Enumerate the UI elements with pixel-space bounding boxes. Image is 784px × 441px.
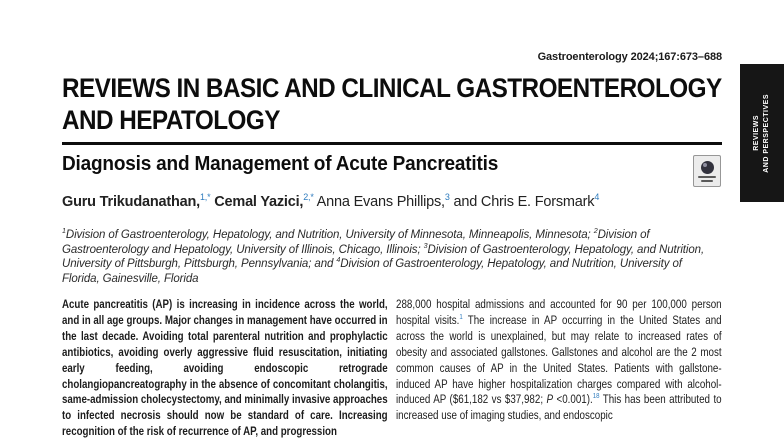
text-segment: Division of Gastroenterology, Hepatology, and Nutrition, University of Pittsburgh, Pittsburgh, Pennsylvania; and bbox=[62, 243, 705, 271]
affiliation-superscript: 2 bbox=[593, 227, 598, 236]
text-segment: The increase in AP occurring in the United States and across the world is unexplained, but may relate to increased rates of obesity and associated gallstones. Gallstones and alcohol are the 2 most common causes of AP in the United States. Patients with gallstone-induced AP have higher hospitalization charges compared with alcohol-induced AP ($61,182 vs $37,982; bbox=[396, 312, 722, 407]
heading-divider bbox=[62, 142, 722, 145]
citation-superscript[interactable]: 3 bbox=[444, 192, 450, 203]
journal-citation: Gastroenterology 2024;167:673–688 bbox=[537, 51, 722, 63]
crossmark-logo-icon bbox=[701, 161, 714, 174]
citation-superscript[interactable]: 4 bbox=[594, 192, 600, 203]
text-segment: <0.001). bbox=[553, 392, 593, 407]
text-segment: Division of Gastroenterology and Hepatology, University of Illinois, Chicago, Illinois; bbox=[62, 229, 650, 256]
text-segment: Guru Trikudanathan, bbox=[62, 194, 200, 210]
text-segment: This has been attributed to increased use of imaging studies, and endoscopic bbox=[396, 392, 722, 423]
text-segment: Cemal Yazici, bbox=[214, 194, 304, 210]
crossmark-microtext-line bbox=[701, 180, 713, 182]
section-heading-line1: REVIEWS IN BASIC AND CLINICAL GASTROENTEROLOGY bbox=[62, 73, 722, 103]
affiliation-superscript: 1 bbox=[62, 227, 66, 236]
abstract-column bbox=[62, 297, 388, 441]
tab-label-line1: REVIEWS bbox=[753, 115, 760, 151]
author-line bbox=[62, 194, 599, 210]
text-segment: Division of Gastroenterology, Hepatology, and Nutrition, University of Florida, Gainesville, Florida bbox=[62, 258, 682, 286]
article-title: Diagnosis and Management of Acute Pancreatitis bbox=[62, 153, 499, 175]
crossmark-check-for-updates-badge[interactable] bbox=[693, 155, 721, 187]
introduction-column bbox=[396, 297, 722, 441]
citation-superscript[interactable]: 2,* bbox=[303, 192, 314, 203]
reviews-and-perspectives-tab bbox=[740, 64, 784, 202]
affiliations bbox=[62, 228, 714, 287]
tab-label bbox=[752, 94, 772, 173]
text-segment: Anna Evans Phillips, bbox=[313, 194, 445, 210]
abstract-text: Acute pancreatitis (AP) is increasing in incidence across the world, and in all age groups. Major changes in management have occurred in the last decade. Avoiding total parenteral nutrition and prophylactic antibiotics, avoiding overly aggressive fluid resuscitation, initiating early feeding, avoiding endoscopic retrograde cholangiopancreatography in the absence of concomitant cholangitis, same-admission cholecystectomy, and minimally invasive approaches to infected necrosis should now be standard of care. Increasing recognition of the risk of recurrence of AP, and progression bbox=[62, 297, 388, 439]
text-segment: P bbox=[546, 392, 554, 407]
affiliation-superscript: 4 bbox=[336, 256, 341, 265]
citation-superscript[interactable]: 1 bbox=[459, 311, 463, 321]
section-heading-line2: AND HEPATOLOGY bbox=[62, 105, 280, 135]
text-segment: and Chris E. Forsmark bbox=[449, 194, 595, 210]
citation-superscript[interactable]: 18 bbox=[592, 391, 600, 401]
introduction-text bbox=[396, 297, 722, 424]
section-heading bbox=[62, 72, 722, 136]
crossmark-microtext-line bbox=[698, 176, 716, 178]
tab-label-line2: AND PERSPECTIVES bbox=[763, 93, 770, 173]
citation-superscript[interactable]: 1,* bbox=[200, 192, 211, 203]
text-segment: Division of Gastroenterology, Hepatology, and Nutrition, University of Minnesota, Minneapolis, Minnesota; bbox=[65, 229, 594, 241]
text-segment: 288,000 hospital admissions and accounted for 90 per 100,000 person hospital visits. bbox=[396, 297, 722, 327]
body-columns bbox=[62, 297, 722, 441]
affiliation-superscript: 3 bbox=[423, 241, 428, 250]
